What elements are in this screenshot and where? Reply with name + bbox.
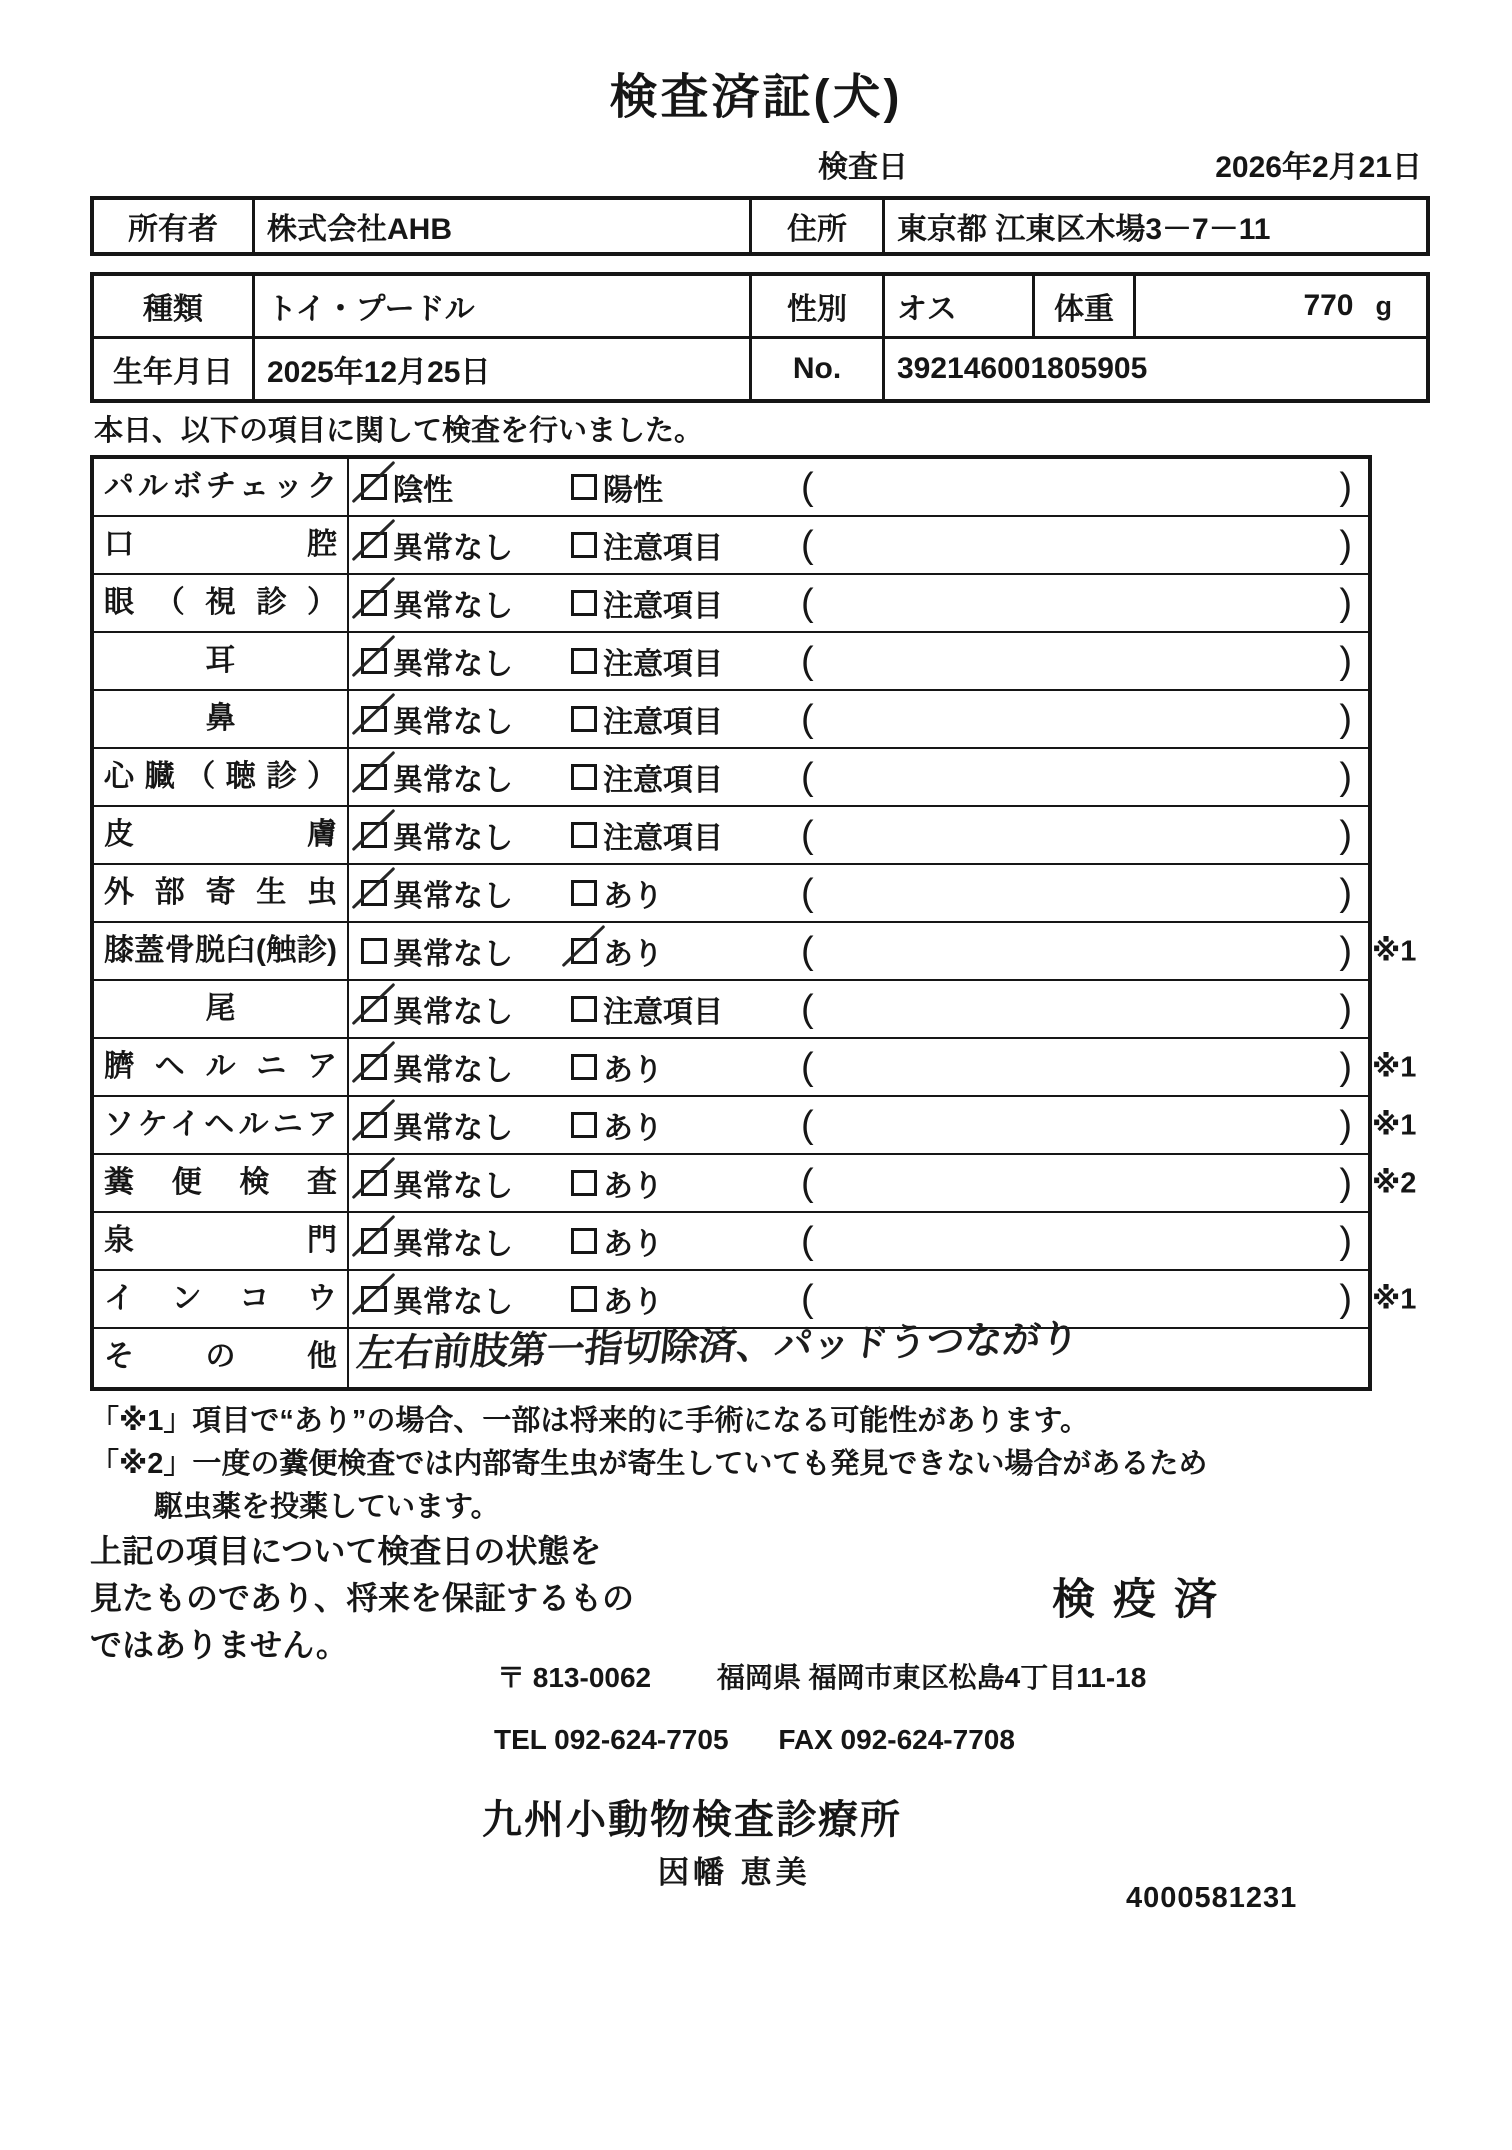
option2-label: あり — [603, 1228, 663, 1261]
exam-item-label: 外部寄生虫 — [94, 865, 349, 921]
exam-item-label: 口腔 — [94, 517, 349, 573]
option2-checkbox — [571, 938, 597, 964]
exam-table-row — [94, 1318, 1368, 1387]
option1-checkbox — [361, 880, 387, 906]
exam-table-row — [94, 807, 1368, 865]
exam-table-row — [94, 1097, 1417, 1155]
option2 — [571, 755, 791, 799]
paren-close: ) — [1339, 930, 1352, 972]
exam-table-row — [94, 1155, 1417, 1213]
option2-label: あり — [603, 1170, 663, 1203]
animal-info-row-2 — [94, 339, 1426, 399]
option2 — [571, 871, 791, 915]
option1-checkbox — [361, 938, 387, 964]
option1 — [361, 523, 571, 567]
inspection-date-row — [90, 142, 1430, 184]
exam-table-row — [94, 923, 1417, 981]
option2 — [571, 929, 791, 973]
option1-checkbox — [361, 1228, 387, 1254]
option1-checkbox — [361, 706, 387, 732]
option1-label: 異常なし — [393, 532, 513, 565]
option1-label: 異常なし — [393, 1112, 513, 1145]
paren-open: ( — [801, 872, 814, 914]
option2 — [571, 465, 791, 509]
disclaimer-line-2: 見たものであり、将来を保証するもの — [90, 1580, 635, 1616]
option2-label: 注意項目 — [603, 590, 723, 623]
option2-checkbox — [571, 590, 597, 616]
paren-open: ( — [801, 524, 814, 566]
handwritten-check-mark — [352, 867, 396, 909]
option1-label: 異常なし — [393, 1054, 513, 1087]
handwritten-check-mark — [352, 461, 396, 503]
exam-row-content — [349, 1097, 1368, 1153]
exam-table-row — [94, 459, 1368, 517]
exam-row-content — [349, 1213, 1368, 1269]
option2 — [571, 987, 791, 1031]
exam-row-content — [349, 517, 1368, 573]
reference-mark: ※1 — [1372, 1109, 1417, 1142]
reference-mark: ※2 — [1372, 1167, 1417, 1200]
paren-open: ( — [801, 1220, 814, 1262]
clinic-telfax-row — [494, 1724, 1015, 1756]
option2-label: あり — [603, 1054, 663, 1087]
handwritten-check-mark — [352, 1041, 396, 1083]
paren-open: ( — [801, 1278, 814, 1320]
weight-label: 体重 — [1032, 276, 1133, 336]
exam-row-content — [349, 981, 1368, 1037]
clinic-address: 福岡県 福岡市東区松島4丁目11-18 — [716, 1662, 1147, 1693]
option2 — [571, 1161, 791, 1205]
handwritten-check-mark — [352, 809, 396, 851]
option2-label: あり — [603, 938, 663, 971]
exam-row-content — [349, 633, 1368, 689]
exam-row-content — [349, 749, 1368, 805]
option1 — [361, 871, 571, 915]
option1-label: 陰性 — [393, 474, 453, 507]
option2 — [571, 639, 791, 683]
clinic-postal-row — [497, 1656, 1146, 1696]
option2-label: あり — [603, 1112, 663, 1145]
option1 — [361, 581, 571, 625]
option2-checkbox — [571, 706, 597, 732]
exam-row-content — [349, 865, 1368, 921]
exam-table-row — [94, 981, 1368, 1039]
option1 — [361, 1045, 571, 1089]
sex-value: オス — [882, 276, 1032, 336]
examiner-name: 因幡 恵美 — [658, 1855, 811, 1890]
option2-label: 注意項目 — [603, 648, 723, 681]
option1-checkbox — [361, 1112, 387, 1138]
option2 — [571, 523, 791, 567]
option1-label: 異常なし — [393, 648, 513, 681]
option2-checkbox — [571, 1112, 597, 1138]
exam-item-label: 膝蓋骨脱臼(触診) — [94, 923, 349, 979]
option2-label: 陽性 — [603, 474, 663, 507]
option2-checkbox — [571, 1170, 597, 1196]
birthdate-label: 生年月日 — [113, 356, 233, 389]
exam-row-content — [349, 1318, 1368, 1387]
paren-close: ) — [1339, 1162, 1352, 1204]
paren-close: ) — [1339, 1046, 1352, 1088]
id-number-label: No. — [749, 339, 882, 399]
option1-checkbox — [361, 648, 387, 674]
option2-label: 注意項目 — [603, 706, 723, 739]
option1 — [361, 755, 571, 799]
paren-close: ) — [1339, 698, 1352, 740]
paren-close: ) — [1339, 640, 1352, 682]
paren-open: ( — [801, 756, 814, 798]
paren-close: ) — [1339, 872, 1352, 914]
footnote-2-line2: 駆虫薬を投薬しています。 — [154, 1491, 500, 1523]
option2-checkbox — [571, 880, 597, 906]
exam-table-row — [94, 633, 1368, 691]
handwritten-check-mark — [352, 751, 396, 793]
weight-unit: g — [1375, 290, 1392, 321]
handwritten-check-mark — [352, 635, 396, 677]
intro-text: 本日、以下の項目に関して検査を行いました。 — [94, 415, 704, 447]
owner-label: 所有者 — [128, 213, 218, 246]
handwritten-check-mark — [352, 519, 396, 561]
handwritten-check-mark — [352, 1215, 396, 1257]
breed-label: 種類 — [143, 293, 203, 326]
handwritten-check-mark — [352, 693, 396, 735]
option1-checkbox — [361, 590, 387, 616]
option1 — [361, 697, 571, 741]
exam-table-row — [94, 517, 1368, 575]
handwritten-check-mark — [352, 1273, 396, 1315]
address-label: 住所 — [749, 200, 882, 252]
option2 — [571, 1219, 791, 1263]
option1-label: 異常なし — [393, 1286, 513, 1319]
paren-close: ) — [1339, 466, 1352, 508]
owner-value: 株式会社AHB — [252, 200, 749, 252]
paren-close: ) — [1339, 524, 1352, 566]
paren-close: ) — [1339, 582, 1352, 624]
option1-checkbox — [361, 822, 387, 848]
inspection-date-value: 2026年2月21日 — [1215, 151, 1422, 184]
option2-checkbox — [571, 1286, 597, 1312]
option1-label: 異常なし — [393, 1228, 513, 1261]
paren-close: ) — [1339, 814, 1352, 856]
paren-open: ( — [801, 988, 814, 1030]
reference-mark: ※1 — [1372, 1283, 1417, 1316]
option1 — [361, 929, 571, 973]
document-title: 検査済証(犬) — [609, 71, 903, 124]
handwritten-check-mark — [352, 1099, 396, 1141]
paren-close: ) — [1339, 756, 1352, 798]
option2-checkbox — [571, 996, 597, 1022]
paren-open: ( — [801, 698, 814, 740]
exam-row-content — [349, 1039, 1368, 1095]
option2-checkbox — [571, 474, 597, 500]
exam-row-content — [349, 923, 1368, 979]
weight-value — [1133, 276, 1426, 336]
option1-checkbox — [361, 1170, 387, 1196]
paren-open: ( — [801, 640, 814, 682]
disclaimer-line-3: ではありません。 — [90, 1627, 348, 1663]
exam-item-label: 眼（視診） — [94, 575, 349, 631]
address-value: 東京都 江東区木場3－7－11 — [882, 200, 1426, 252]
option1 — [361, 813, 571, 857]
sex-label: 性別 — [749, 276, 882, 336]
paren-open: ( — [801, 1162, 814, 1204]
exam-item-label: 鼻 — [94, 691, 349, 747]
option1 — [361, 1103, 571, 1147]
option1-label: 異常なし — [393, 764, 513, 797]
option1-checkbox — [361, 474, 387, 500]
footnote-1: 「※1」項目で“あり”の場合、一部は将来的に手術になる可能性があります。 — [90, 1405, 1090, 1437]
exam-item-label: 尾 — [94, 981, 349, 1037]
option2 — [571, 1103, 791, 1147]
inspection-date-label: 検査日 — [818, 151, 908, 184]
option2-checkbox — [571, 1054, 597, 1080]
exam-row-content — [349, 1155, 1368, 1211]
paren-open: ( — [801, 1046, 814, 1088]
option1 — [361, 1219, 571, 1263]
exam-row-content — [349, 691, 1368, 747]
exam-item-label: 耳 — [94, 633, 349, 689]
quarantine-stamp: 検疫済 — [1052, 1576, 1235, 1624]
exam-table-row — [94, 865, 1368, 923]
option1-label: 異常なし — [393, 706, 513, 739]
option1-label: 異常なし — [393, 822, 513, 855]
paren-close: ) — [1339, 988, 1352, 1030]
handwritten-note: 左右前肢第一指切除済、パッドうつながり — [354, 1318, 1081, 1376]
exam-row-content — [349, 459, 1368, 515]
serial-number: 4000581231 — [1126, 1882, 1298, 1914]
option2-checkbox — [571, 648, 597, 674]
option1 — [361, 1161, 571, 1205]
exam-table-row — [94, 691, 1368, 749]
option2-label: あり — [603, 880, 663, 913]
paren-close: ) — [1339, 1104, 1352, 1146]
exam-item-label: 心臓（聴診） — [94, 749, 349, 805]
option2-label: 注意項目 — [603, 996, 723, 1029]
id-number-value: 392146001805905 — [882, 339, 1426, 399]
option1-checkbox — [361, 532, 387, 558]
paren-close: ) — [1339, 1220, 1352, 1262]
disclaimer-line-1: 上記の項目について検査日の状態を — [90, 1533, 602, 1569]
exam-item-label: 泉門 — [94, 1213, 349, 1269]
reference-mark: ※1 — [1372, 1051, 1417, 1084]
clinic-name: 九州小動物検査診療所 — [482, 1798, 902, 1842]
option1 — [361, 1277, 571, 1321]
option1 — [361, 987, 571, 1031]
animal-info-row-1 — [94, 276, 1426, 339]
option2-label: 注意項目 — [603, 764, 723, 797]
exam-item-label: パルボチェック — [94, 459, 349, 515]
exam-table-row — [94, 1213, 1368, 1271]
option1-checkbox — [361, 1054, 387, 1080]
breed-value: トイ・プードル — [252, 276, 749, 336]
clinic-tel: TEL 092-624-7705 — [494, 1724, 729, 1755]
birthdate-value: 2025年12月25日 — [252, 339, 749, 399]
exam-table-row — [94, 749, 1368, 807]
paren-open: ( — [801, 1104, 814, 1146]
clinic-fax: FAX 092-624-7708 — [778, 1724, 1015, 1755]
exam-item-label: その他 — [94, 1329, 349, 1387]
option2 — [571, 697, 791, 741]
animal-info-table — [90, 272, 1430, 403]
exam-table — [90, 455, 1417, 1391]
exam-row-content — [349, 807, 1368, 863]
clinic-postal-code: 〒 813-0062 — [497, 1662, 652, 1693]
option1 — [361, 465, 571, 509]
option2 — [571, 813, 791, 857]
exam-item-label: 糞便検査 — [94, 1155, 349, 1211]
exam-item-label: 皮膚 — [94, 807, 349, 863]
weight-number: 770 — [1303, 289, 1354, 322]
option1-label: 異常なし — [393, 1170, 513, 1203]
option1-label: 異常なし — [393, 996, 513, 1029]
paren-open: ( — [801, 582, 814, 624]
option1-checkbox — [361, 996, 387, 1022]
exam-item-label: インコウ — [94, 1271, 349, 1327]
option2-checkbox — [571, 822, 597, 848]
exam-table-row — [94, 575, 1368, 633]
option1-label: 異常なし — [393, 590, 513, 623]
paren-open: ( — [801, 930, 814, 972]
paren-open: ( — [801, 466, 814, 508]
exam-item-label: ソケイヘルニア — [94, 1097, 349, 1153]
footnote-2-line1: 「※2」一度の糞便検査では内部寄生虫が寄生していても発見できない場合があるため — [90, 1448, 1208, 1480]
option1-checkbox — [361, 764, 387, 790]
option2-label: 注意項目 — [603, 532, 723, 565]
option2-label: あり — [603, 1286, 663, 1319]
option2-checkbox — [571, 1228, 597, 1254]
option2 — [571, 581, 791, 625]
exam-table-row — [94, 1039, 1417, 1097]
disclaimer — [90, 1528, 634, 1669]
reference-mark: ※1 — [1372, 935, 1417, 968]
option2-checkbox — [571, 764, 597, 790]
handwritten-check-mark — [352, 983, 396, 1025]
handwritten-check-mark — [352, 1157, 396, 1199]
paren-close: ) — [1339, 1278, 1352, 1320]
exam-item-label: 臍ヘルニア — [94, 1039, 349, 1095]
exam-row-content — [349, 575, 1368, 631]
option1-checkbox — [361, 1286, 387, 1312]
handwritten-check-mark — [352, 577, 396, 619]
owner-info-table — [90, 196, 1430, 256]
option1 — [361, 639, 571, 683]
option2-checkbox — [571, 532, 597, 558]
option1-label: 異常なし — [393, 880, 513, 913]
option2 — [571, 1045, 791, 1089]
paren-open: ( — [801, 814, 814, 856]
option1-label: 異常なし — [393, 938, 513, 971]
option2-label: 注意項目 — [603, 822, 723, 855]
